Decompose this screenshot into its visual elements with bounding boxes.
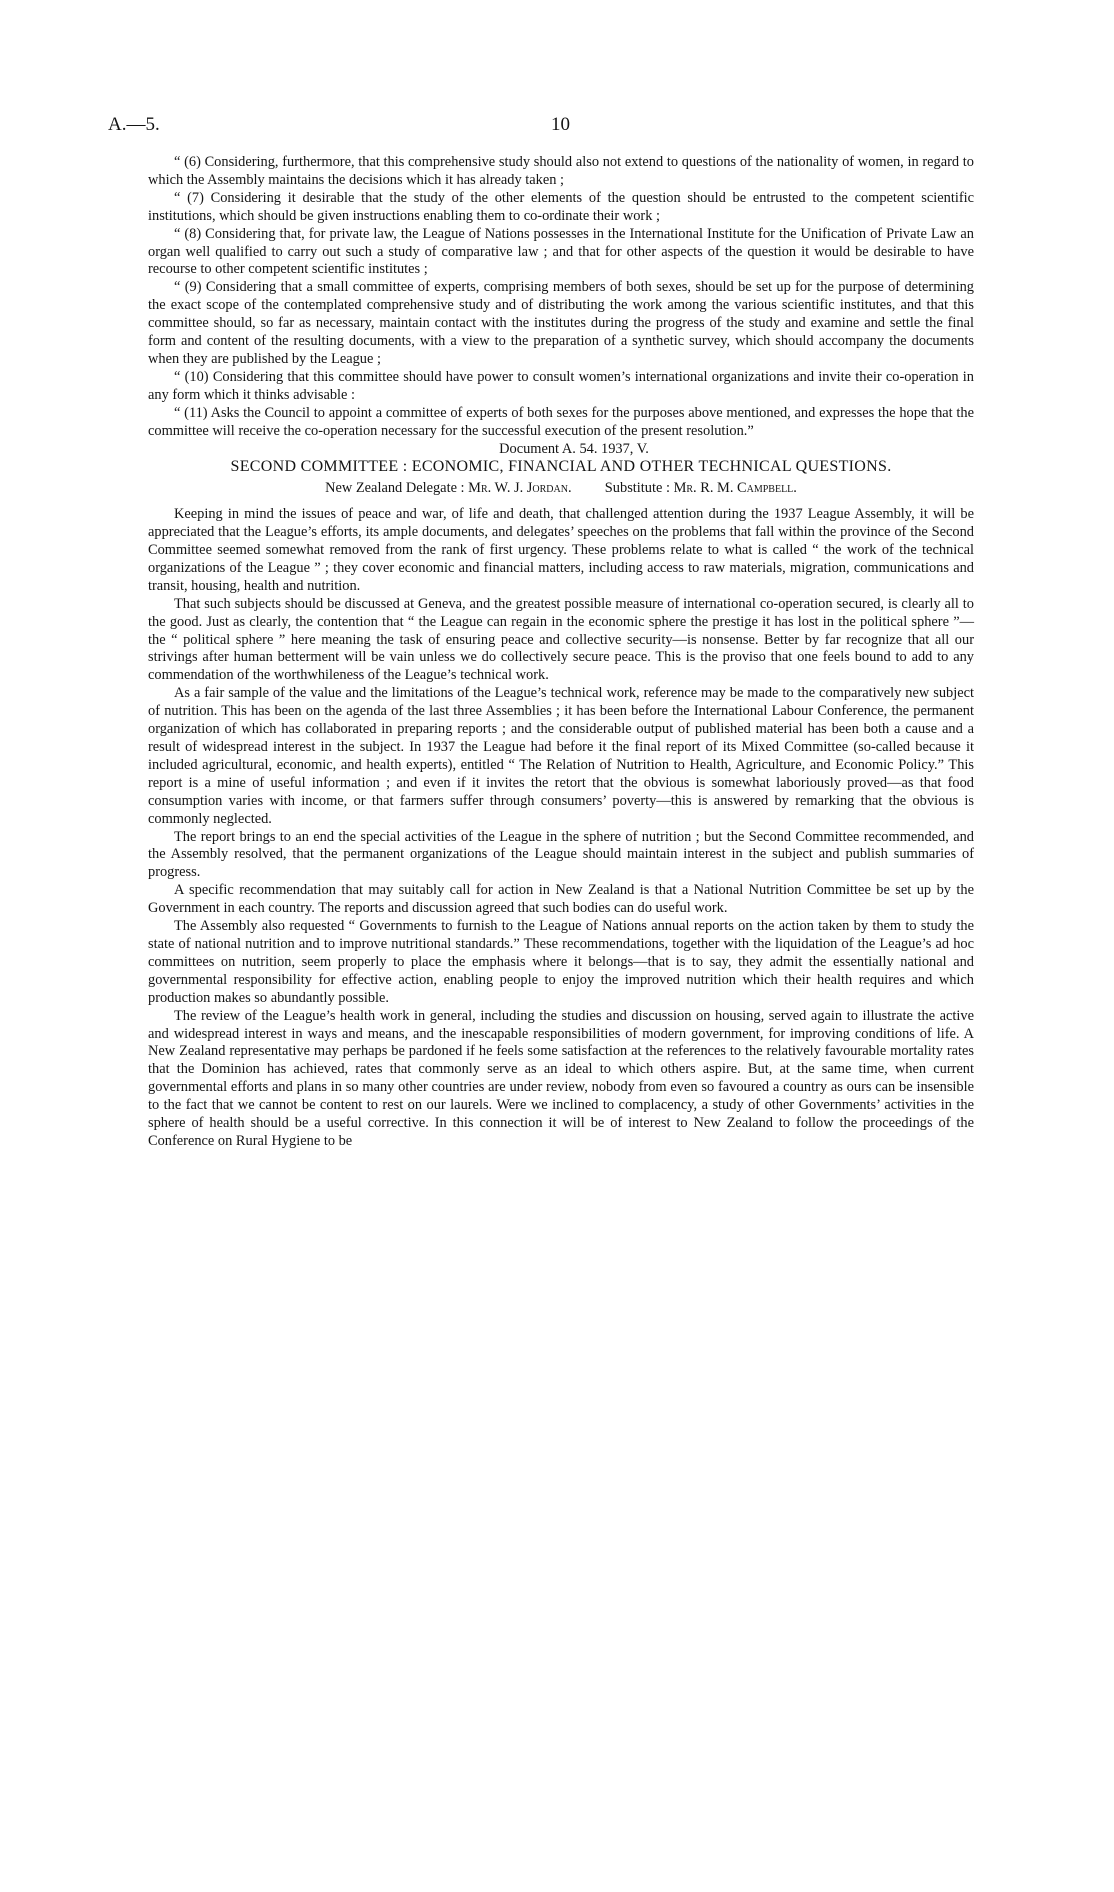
page-header xyxy=(108,114,1006,144)
body-paragraph: The review of the League’s health work in general, including the studies and discussion on housing, served again to illustrate the active and widespread interest in ways and means, and the inescapable responsibilities of modern government, for improving conditions of life. A New Zealand representative may perhaps be pardoned if he feels some satisfaction at the references to the relatively favourable mortality rates that the Dominion has achieved, rates that commonly serve as an ideal to which others aspire. But, at the same time, when current governmental efforts and plans in so many other countries are under review, nobody from even so favoured a country as ours can be insensible to the fact that we cannot be content to rest on our laurels. Were we inclined to complacency, a study of other Governments’ activities in the sphere of health should be a useful corrective. In this connection it will be of interest to New Zealand to follow the proceedings of the Conference on Rural Hygiene to be xyxy=(148,1007,974,1149)
body-paragraph: The report brings to an end the special activities of the League in the sphere of nutrition ; but the Second Committee recommended, and the Assembly resolved, that the permanent organizations of the League should maintain interest in the subject and publish summaries of progress. xyxy=(148,828,974,881)
body-paragraph: As a fair sample of the value and the limitations of the League’s technical work, reference may be made to the comparatively new subject of nutrition. This has been on the agenda of the last three Assemblies ; it has been before the International Labour Conference, the permanent organization of which has collaborated in preparing reports ; and the considerable output of published material has been both a cause and a result of widespread interest in the subject. In 1937 the League had before it the final report of its Mixed Committee (so-called because it included agricultural, economic, and health experts), entitled “ The Relation of Nutrition to Health, Agriculture, and Economic Policy.” This report is a mine of useful information ; and even if it invites the retort that the obvious is somewhat laboriously proved—as that food consumption varies with income, or that farmers suffer through consumers’ poverty—this is answered by remarking that the obvious is commonly neglected. xyxy=(148,685,974,827)
resolution-paragraph: “ (11) Asks the Council to appoint a committee of experts of both sexes for the purposes above mentioned, and expresses the hope that the committee will receive the co-operation necessary for the successful execution of the present resolution.” xyxy=(148,404,974,439)
substitute-label: Substitute : xyxy=(604,480,670,497)
body-paragraph: The Assembly also requested “ Governments to furnish to the League of Nations annual reports on the action taken by them to study the state of national nutrition and to improve nutritional standards.” These recommendations, together with the liquidation of the League’s ad hoc committees on nutrition, seem properly to place the emphasis where it belongs—that is to say, they admit the essentially national and governmental responsibility for effective action, enabling people to enjoy the improved nutrition which their health requires and which production makes so abundantly possible. xyxy=(148,918,974,1006)
page-number: 10 xyxy=(551,114,570,135)
delegate-label: New Zealand Delegate : xyxy=(325,480,465,497)
delegate-name: Mr. W. J. Jordan. xyxy=(468,480,572,497)
body-paragraph: A specific recommendation that may suitably call for action in New Zealand is that a National Nutrition Committee be set up by the Government in each country. The reports and discussion agreed that such bodies can do useful work. xyxy=(148,882,974,917)
delegates-line xyxy=(148,480,974,498)
resolution-paragraph: “ (9) Considering that a small committee of experts, comprising members of both sexes, should be set up for the purpose of determining the exact scope of the contemplated comprehensive study and of distributing the work among the various scientific institutes, and that this committee should, so far as necessary, maintain contact with the institutes during the progress of the study and examine and settle the final form and content of the resulting documents, with a view to the preparation of a synthetic survey, which should accompany the documents when they are published by the League ; xyxy=(148,279,974,367)
substitute-name: Mr. R. M. Campbell. xyxy=(673,480,797,497)
resolution-paragraph: “ (10) Considering that this committee should have power to consult women’s international organizations and invite their co-operation in any form which it thinks advisable : xyxy=(148,368,974,403)
resolution-paragraph: “ (8) Considering that, for private law, the League of Nations possesses in the International Institute for the Unification of Private Law an organ well qualified to carry out such a study of comparative law ; and that for other aspects of the question it would be desirable to have recourse to other competent scientific institutes ; xyxy=(148,225,974,278)
page-content xyxy=(148,154,974,1151)
body-paragraph: Keeping in mind the issues of peace and war, of life and death, that challenged attention during the 1937 League Assembly, it will be appreciated that the League’s efforts, its ample documents, and delegates’ speeches on the problems that fall within the province of the Second Committee seemed somewhat removed from the rank of first urgency. These problems relate to what is called “ the work of the technical organizations of the League ” ; they cover economic and financial matters, including access to raw materials, migration, communications and transit, housing, health and nutrition. xyxy=(148,506,974,594)
document-reference-code: A.—5. xyxy=(108,114,160,135)
body-paragraph: That such subjects should be discussed at Geneva, and the greatest possible measure of international co-operation secured, is clearly all to the good. Just as clearly, the contention that “ the League can regain in the economic sphere the prestige it has lost in the political sphere ”—the “ political sphere ” here meaning the task of ensuring peace and collective security—is nonsense. Better by far recognize that all our strivings after human betterment will be vain unless we do collectively secure peace. This is the proviso that one feels bound to add to any commendation of the worthwhileness of the League’s technical work. xyxy=(148,595,974,684)
document-citation: Document A. 54. 1937, V. xyxy=(499,440,649,457)
resolution-paragraph: “ (6) Considering, furthermore, that this comprehensive study should also not extend to questions of the nationality of women, in regard to which the Assembly maintains the decisions which it has already taken ; xyxy=(148,154,974,188)
resolution-paragraph: “ (7) Considering it desirable that the study of the other elements of the question should be entrusted to the competent scientific institutions, which should be given instructions enabling them to co-ordinate their work ; xyxy=(148,189,974,224)
section-heading: SECOND COMMITTEE : ECONOMIC, FINANCIAL AND OTHER TECHNICAL QUESTIONS. xyxy=(230,458,892,476)
